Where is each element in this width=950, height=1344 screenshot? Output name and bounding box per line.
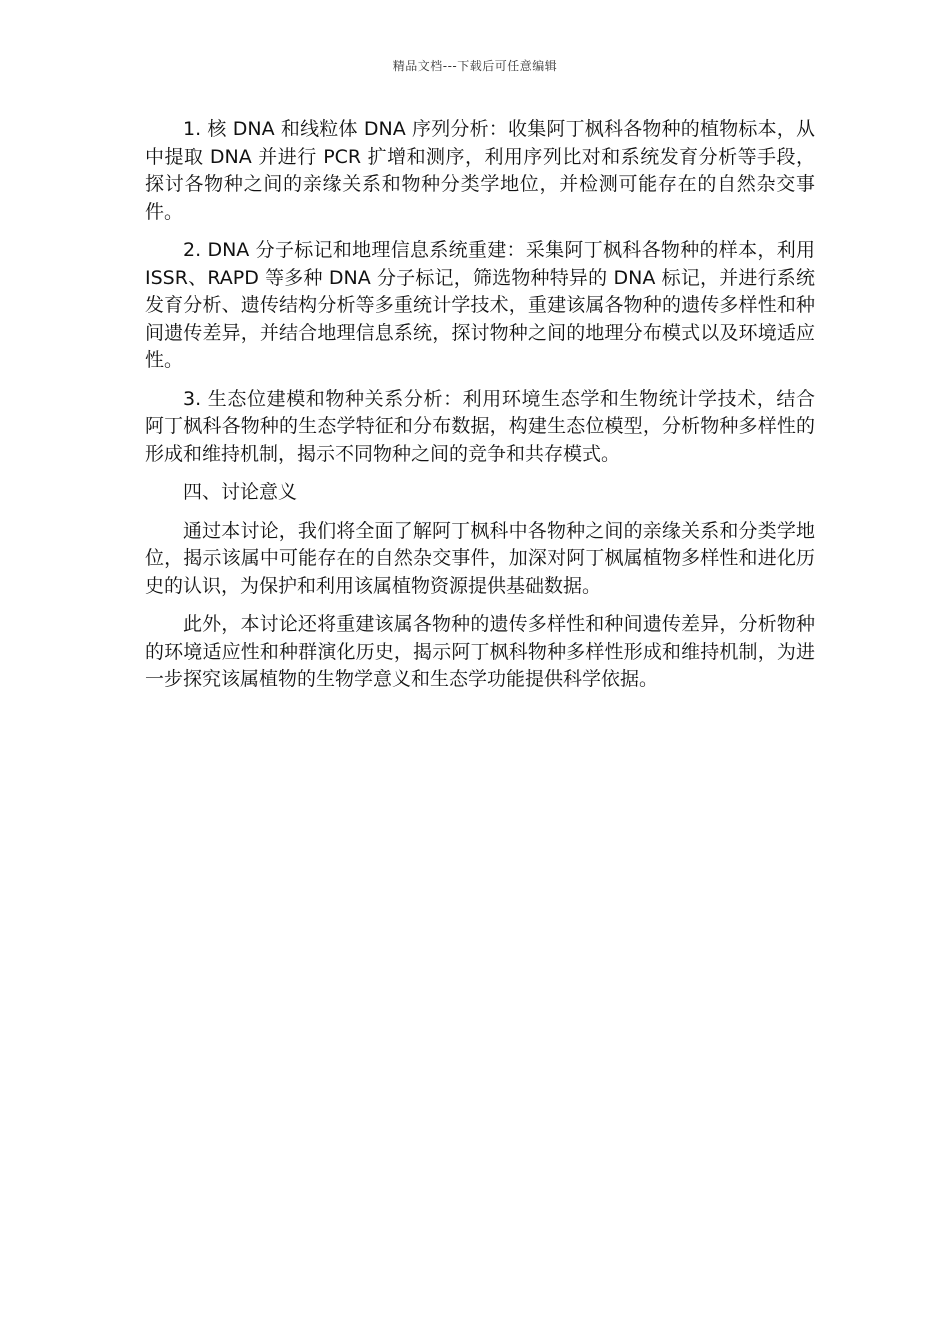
paragraph-discussion-2: 此外，本讨论还将重建该属各物种的遗传多样性和种间遗传差异，分析物种的环境适应性和种群演化历史，揭示阿丁枫科物种多样性形成和维持机制，为进一步探究该属植物的生物学意义和生态学功能提供科学依据。 xyxy=(145,613,815,690)
page-header: 精品文档---下载后可任意编辑 xyxy=(392,59,558,73)
document-body xyxy=(145,116,815,705)
paragraph-discussion-1: 通过本讨论，我们将全面了解阿丁枫科中各物种之间的亲缘关系和分类学地位，揭示该属中可能存在的自然杂交事件，加深对阿丁枫属植物多样性和进化历史的认识，为保护和利用该属植物资源提供基础数据。 xyxy=(145,519,815,597)
section-heading-discussion: 四、讨论意义 xyxy=(183,481,298,503)
paragraph-method-1: 1. 核 DNA 和线粒体 DNA 序列分析：收集阿丁枫科各物种的植物标本，从中提取 DNA 并进行 PCR 扩增和测序，利用序列比对和系统发育分析等手段，探讨各物种之间的亲缘关系和物种分类学地位，并检测可能存在的自然杂交事件。 xyxy=(145,118,815,223)
paragraph-method-2: 2. DNA 分子标记和地理信息系统重建：采集阿丁枫科各物种的样本，利用 ISSR、RAPD 等多种 DNA 分子标记，筛选物种特异的 DNA 标记，并进行系统发育分析、遗传结构分析等多重统计学技术，重建该属各物种的遗传多样性和种间遗传差异，并结合地理信息系统，探讨物种之间的地理分布模式以及环境适应性。 xyxy=(145,239,815,371)
paragraph-method-3: 3. 生态位建模和物种关系分析：利用环境生态学和生物统计学技术，结合阿丁枫科各物种的生态学特征和分布数据，构建生态位模型，分析物种多样性的形成和维持机制，揭示不同物种之间的竞争和共存模式。 xyxy=(145,387,815,465)
